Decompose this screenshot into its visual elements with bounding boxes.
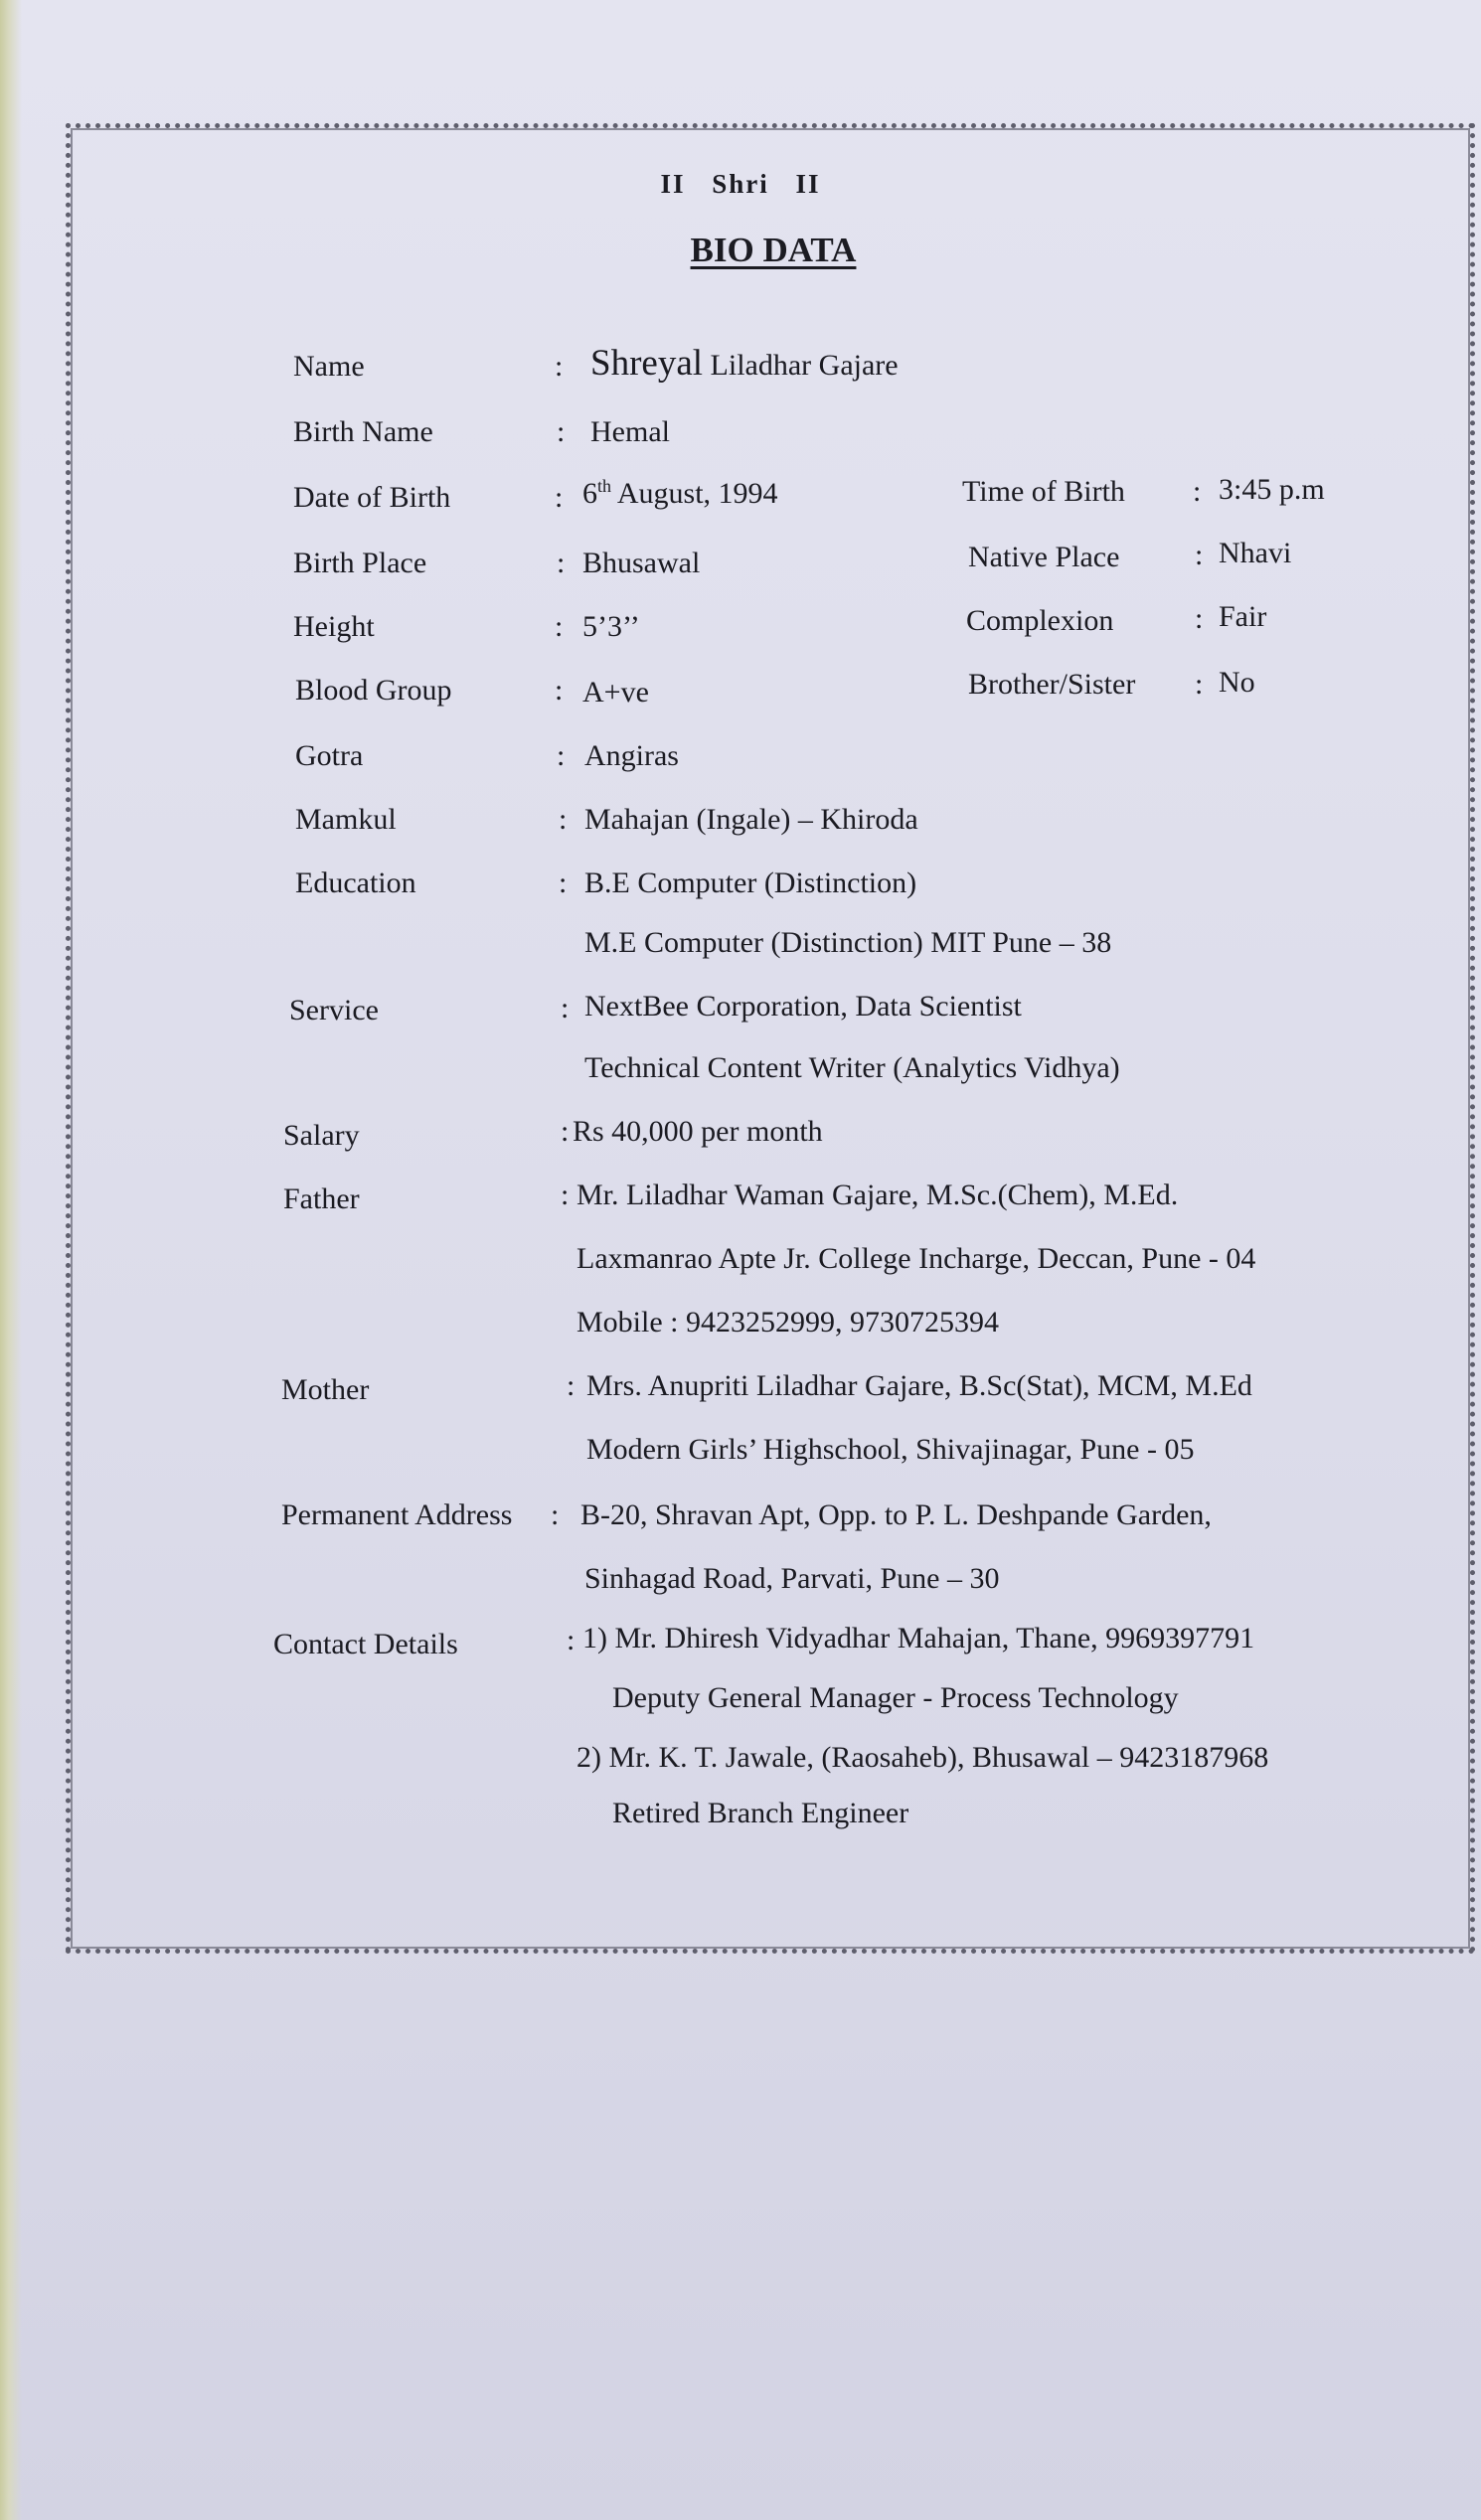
gotra-value: Angiras: [584, 739, 679, 772]
decorative-border: [66, 123, 1475, 1954]
brother-sister-value: No: [1219, 666, 1255, 699]
brother-sister-label: Brother/Sister: [968, 668, 1136, 701]
contact-line-1: 1) Mr. Dhiresh Vidyadhar Mahajan, Thane, 9969397791: [582, 1622, 1255, 1654]
colon: :: [567, 1369, 576, 1402]
address-line-2: Sinhagad Road, Parvati, Pune – 30: [584, 1562, 1000, 1595]
colon: :: [567, 1624, 576, 1656]
father-line-3: Mobile : 9423252999, 9730725394: [576, 1306, 999, 1339]
height-value: 5’3’’: [582, 610, 640, 643]
colon: :: [561, 992, 570, 1024]
height-label: Height: [293, 610, 375, 643]
address-label: Permanent Address: [281, 1498, 513, 1531]
birth-name-value: Hemal: [590, 415, 670, 448]
colon: :: [555, 674, 564, 707]
name-label: Name: [293, 350, 365, 383]
dob-day: 6: [582, 477, 597, 510]
blood-group-value: A+ve: [582, 676, 649, 709]
paper-edge-shadow: [0, 0, 22, 2520]
native-place-value: Nhavi: [1219, 537, 1292, 569]
contact-line-3: 2) Mr. K. T. Jawale, (Raosaheb), Bhusawal – 9423187968: [576, 1741, 1269, 1774]
surname: Liladhar Gajare: [710, 349, 899, 382]
mother-line-1: Mrs. Anupriti Liladhar Gajare, B.Sc(Stat), MCM, M.Ed: [586, 1369, 1252, 1402]
colon: :: [1195, 668, 1204, 701]
colon: :: [555, 350, 564, 383]
complexion-label: Complexion: [966, 604, 1114, 637]
tob-value: 3:45 p.m: [1219, 473, 1325, 506]
education-label: Education: [295, 866, 416, 899]
first-name: Shreyal: [590, 343, 704, 384]
dob-rest: August, 1994: [616, 477, 778, 510]
mamkul-value: Mahajan (Ingale) – Khiroda: [584, 803, 918, 836]
colon: :: [551, 1498, 560, 1531]
education-line-1: B.E Computer (Distinction): [584, 866, 917, 899]
father-line-2: Laxmanrao Apte Jr. College Incharge, Deccan, Pune - 04: [576, 1242, 1256, 1275]
complexion-value: Fair: [1219, 600, 1267, 633]
mother-line-2: Modern Girls’ Highschool, Shivajinagar, Pune - 05: [586, 1433, 1195, 1466]
colon: :: [1195, 602, 1204, 635]
colon: :: [557, 415, 566, 448]
colon: :: [1195, 539, 1204, 571]
colon: :: [1193, 475, 1202, 508]
invocation-text: II Shri II: [660, 169, 821, 199]
gotra-label: Gotra: [295, 739, 364, 772]
mamkul-label: Mamkul: [295, 803, 397, 836]
salary-label: Salary: [283, 1119, 360, 1152]
education-line-2: M.E Computer (Distinction) MIT Pune – 38: [584, 926, 1112, 959]
birth-place-label: Birth Place: [293, 547, 427, 579]
father-label: Father: [283, 1182, 360, 1215]
address-line-1: B-20, Shravan Apt, Opp. to P. L. Deshpande Garden,: [580, 1498, 1212, 1531]
salary-value: Rs 40,000 per month: [573, 1115, 823, 1148]
birth-place-value: Bhusawal: [582, 547, 701, 579]
service-label: Service: [289, 994, 379, 1026]
colon: :: [561, 1179, 570, 1211]
colon: :: [557, 739, 566, 772]
mother-label: Mother: [281, 1373, 370, 1406]
dob-label: Date of Birth: [293, 481, 451, 514]
colon: :: [555, 610, 564, 643]
contact-line-2: Deputy General Manager - Process Technology: [612, 1681, 1179, 1714]
dob-value: [582, 477, 778, 511]
name-value: [590, 342, 899, 385]
native-place-label: Native Place: [968, 541, 1120, 573]
colon: :: [559, 803, 568, 836]
invocation-header: [0, 169, 1481, 200]
blood-group-label: Blood Group: [295, 674, 452, 707]
colon: :: [555, 481, 564, 514]
colon: :: [557, 547, 566, 579]
colon: :: [559, 866, 568, 899]
contact-line-4: Retired Branch Engineer: [612, 1797, 909, 1829]
dob-suffix: th: [597, 476, 612, 496]
service-line-2: Technical Content Writer (Analytics Vidhya): [584, 1051, 1120, 1084]
colon: :: [561, 1115, 570, 1148]
service-line-1: NextBee Corporation, Data Scientist: [584, 990, 1022, 1023]
birth-name-label: Birth Name: [293, 415, 433, 448]
contact-label: Contact Details: [273, 1628, 458, 1660]
tob-label: Time of Birth: [962, 475, 1125, 508]
document-title: BIO DATA: [690, 231, 857, 269]
father-line-1: Mr. Liladhar Waman Gajare, M.Sc.(Chem), M.Ed.: [576, 1179, 1179, 1211]
